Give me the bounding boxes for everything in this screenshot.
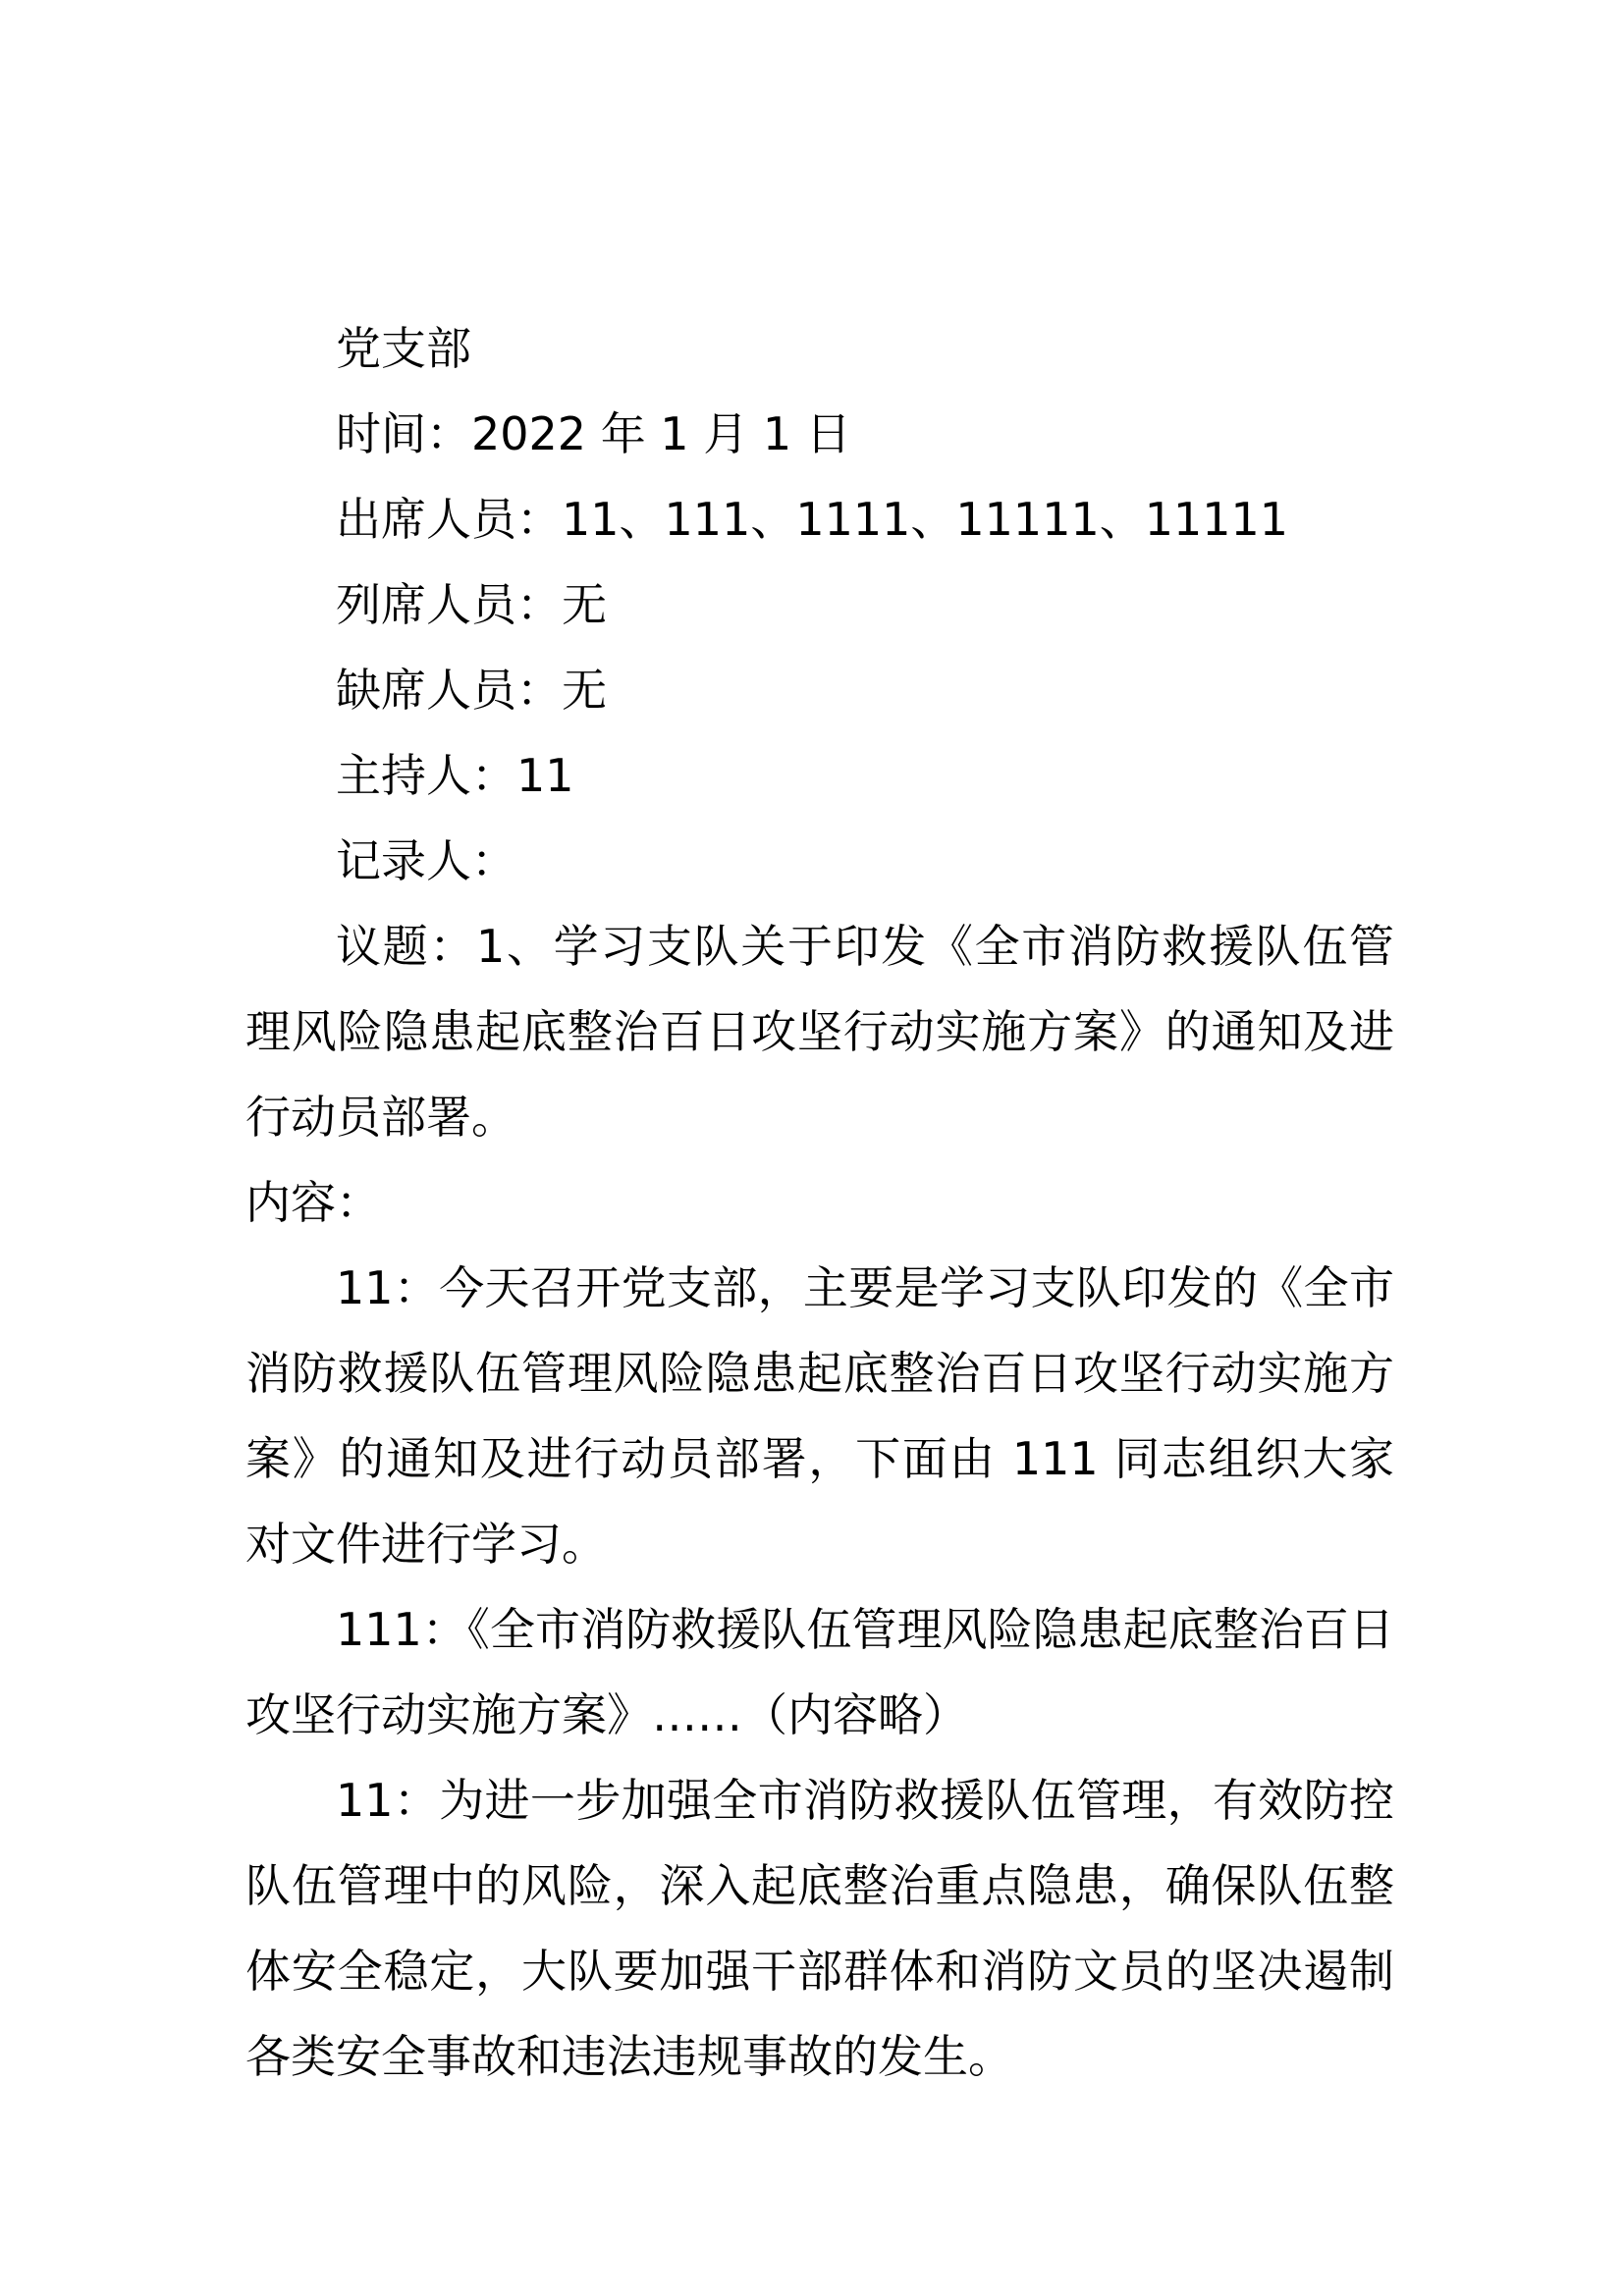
speech-paragraph-1: 11：今天召开党支部，主要是学习支队印发的《全市消防救援队伍管理风险隐患起底整治百日攻坚行动实施方案》的通知及进行动员部署，下面由 111 同志组织大家对文件进行学习。 xyxy=(245,1261,1394,1571)
recorder-line: 记录人： xyxy=(336,834,516,887)
attendees-line: 出席人员：11、111、1111、11111、11111 xyxy=(336,493,1289,546)
observers-line: 列席人员：无 xyxy=(336,578,607,631)
host-line: 主持人：11 xyxy=(336,749,574,802)
absentees-line: 缺席人员：无 xyxy=(336,664,607,717)
meeting-time: 时间：2022 年 1 月 1 日 xyxy=(336,407,851,460)
speech-paragraph-2: 111：《全市消防救援队伍管理风险隐患起底整治百日攻坚行动实施方案》……（内容略） xyxy=(245,1603,1394,1741)
branch-name: 党支部 xyxy=(336,322,471,375)
meeting-minutes xyxy=(245,306,1394,2100)
content-label: 内容： xyxy=(245,1176,381,1229)
speech-paragraph-3: 11：为进一步加强全市消防救援队伍管理，有效防控队伍管理中的风险，深入起底整治重点隐患，确保队伍整体安全稳定，大队要加强干部群体和消防文员的坚决遏制各类安全事故和违法违规事故的发生。 xyxy=(245,1774,1394,2083)
agenda-paragraph: 议题：1、学习支队关于印发《全市消防救援队伍管理风险隐患起底整治百日攻坚行动实施方案》的通知及进行动员部署。 xyxy=(245,920,1394,1144)
